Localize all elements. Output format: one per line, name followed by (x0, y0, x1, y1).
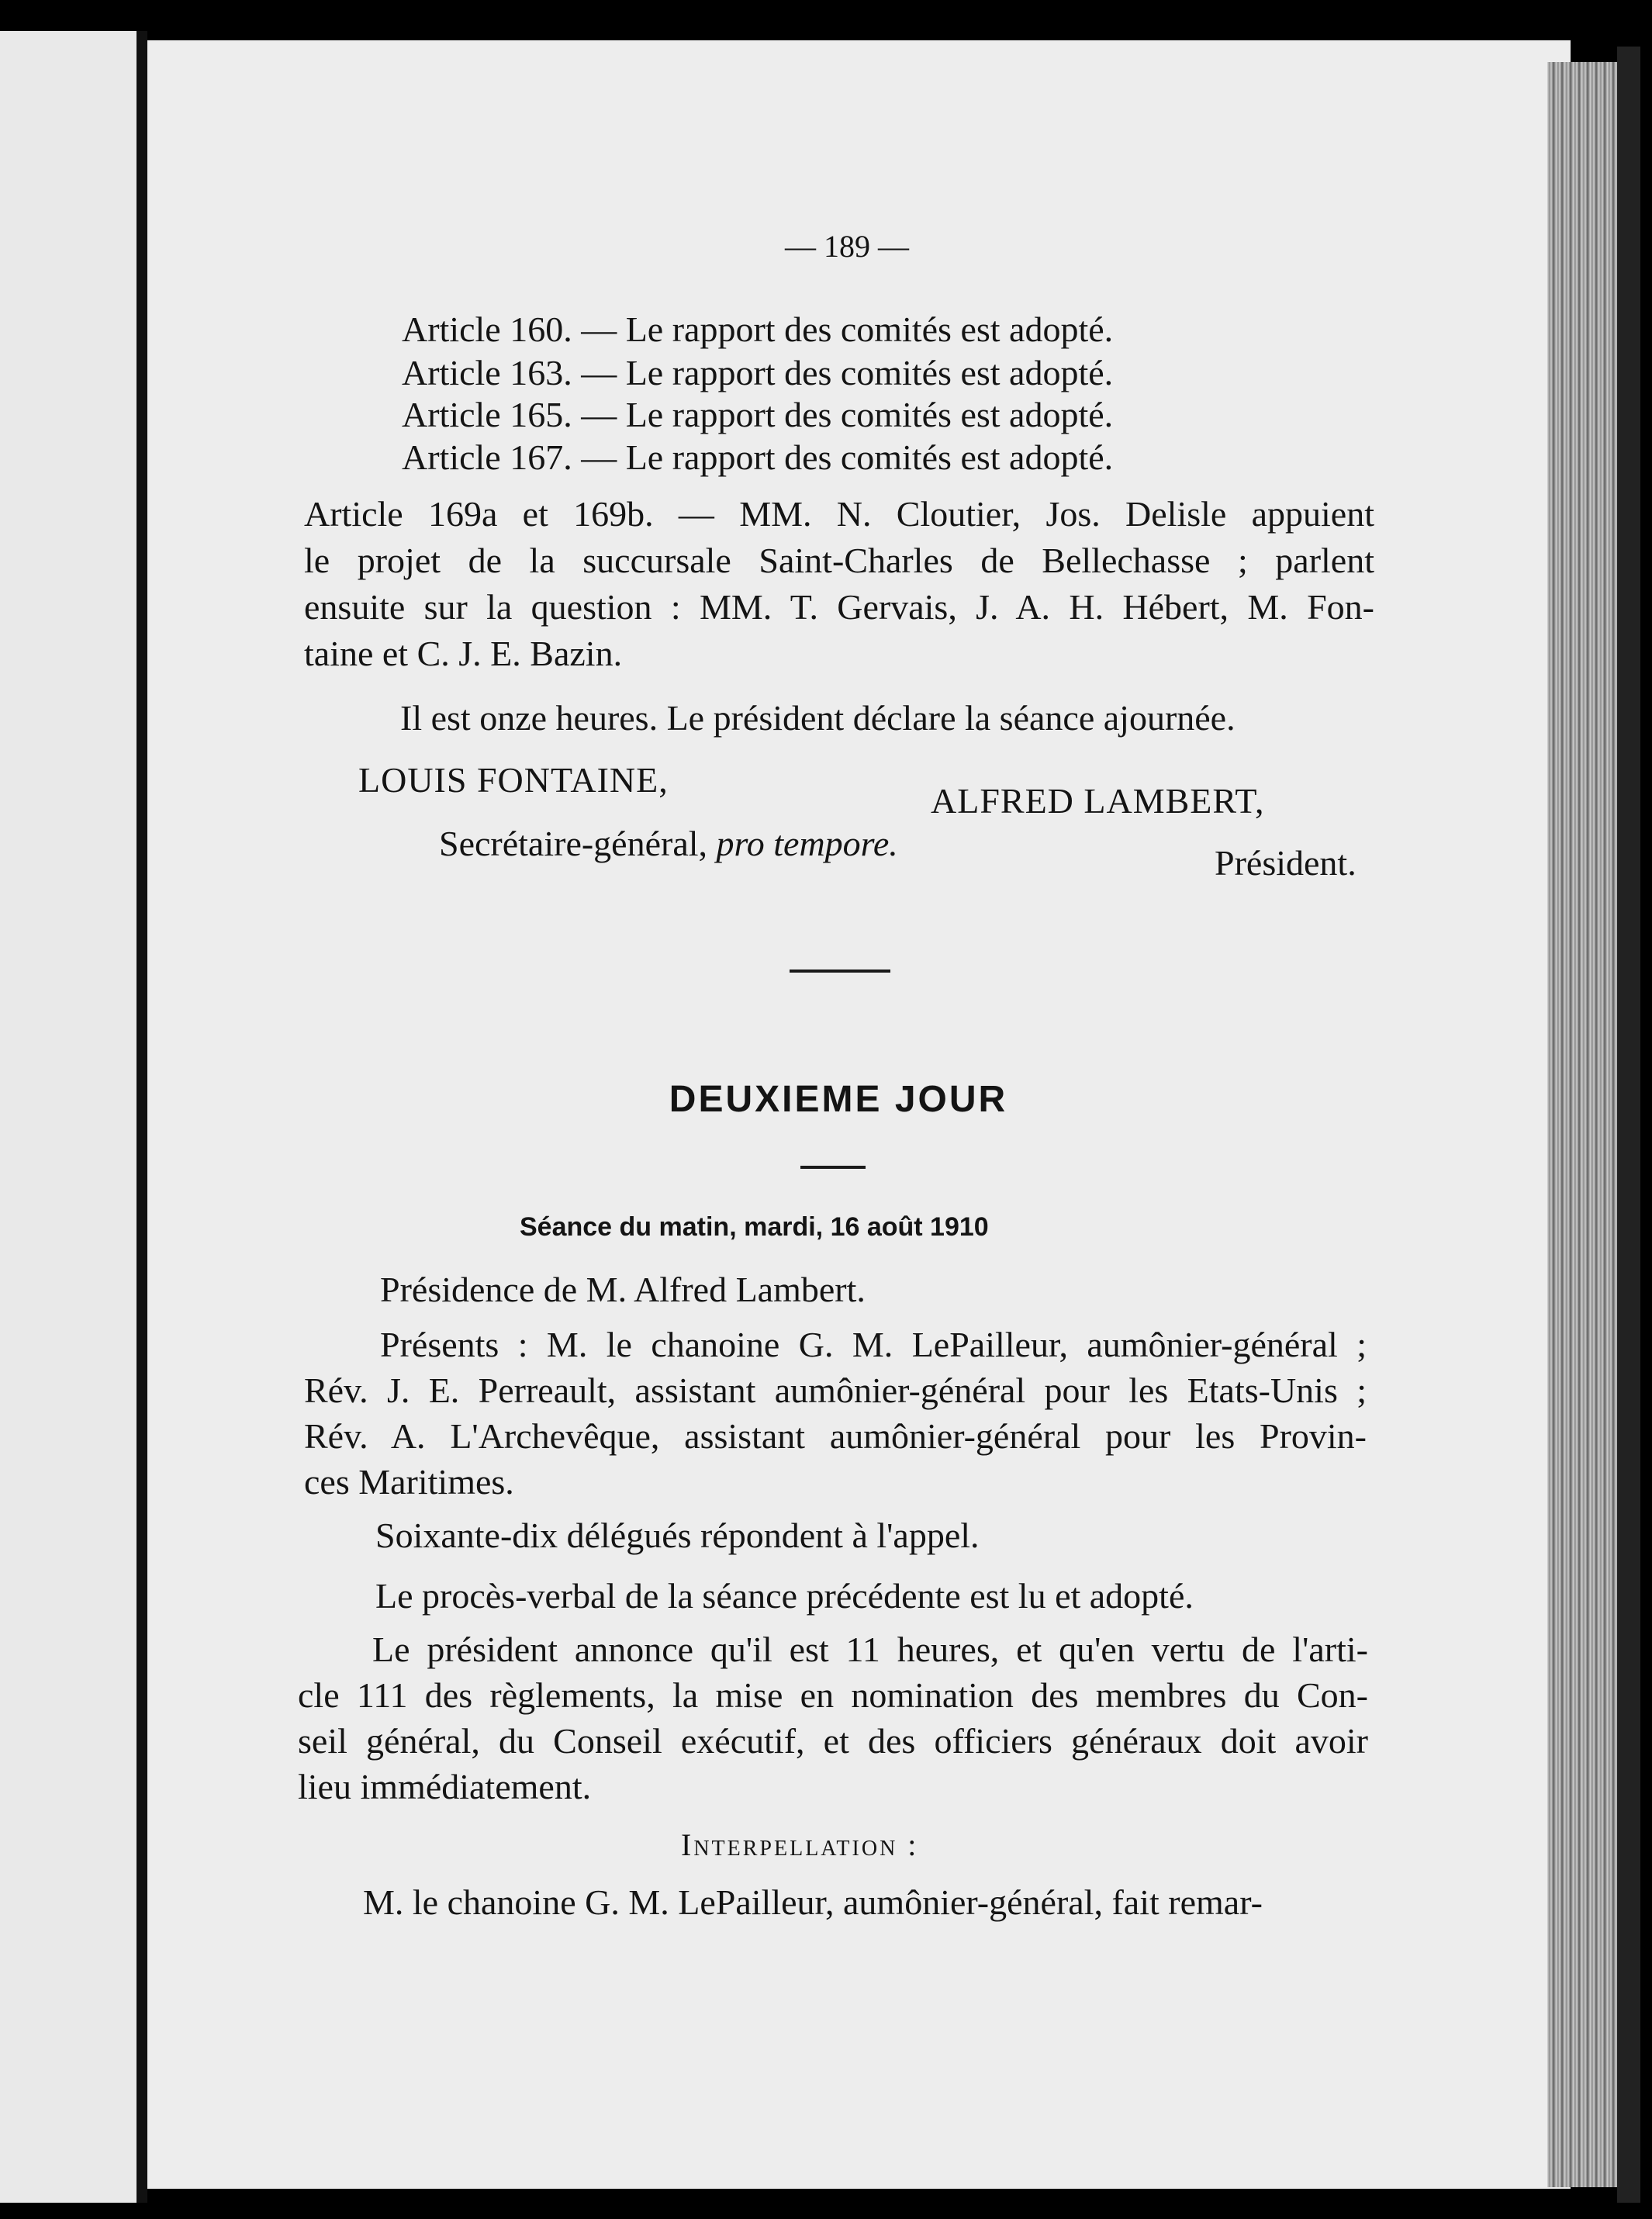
secretary-title-text: Secrétaire-général, (439, 824, 708, 863)
presents-paragraph (304, 1327, 1367, 1510)
roll-call-text: Soixante-dix délégués répondent à l'appel. (375, 1516, 980, 1555)
paragraph-line: ces Maritimes. (304, 1462, 514, 1502)
paragraph-line: Présents : M. le chanoine G. M. LePailleur, aumônier-général ; (380, 1325, 1367, 1364)
minutes-text: Le procès-verbal de la séance précédente est lu et adopté. (375, 1576, 1194, 1616)
final-paragraph-line: M. le chanoine G. M. LePailleur, aumônier-général, fait remar- (363, 1882, 1263, 1922)
article-line: Article 163. — Le rapport des comités est adopté. (402, 353, 1114, 392)
paragraph-line: le projet de la succursale Saint-Charles de Bellechasse ; parlent (304, 541, 1374, 580)
article-line: Article 167. — Le rapport des comités est adopté. (402, 437, 1114, 477)
day-heading: DEUXIEME JOUR (669, 1079, 1008, 1120)
paragraph-line: Rév. A. L'Archevêque, assistant aumônier-général pour les Provin- (304, 1416, 1367, 1456)
announcement-paragraph (298, 1632, 1368, 1815)
paragraph-line: taine et C. J. E. Bazin. (304, 634, 623, 673)
paragraph-line: Rév. J. E. Perreault, assistant aumônier-général pour les Etats-Unis ; (304, 1370, 1367, 1410)
paragraph-line: seil général, du Conseil exécutif, et des officiers généraux doit avoir (298, 1721, 1368, 1761)
presidence-text: Présidence de M. Alfred Lambert. (380, 1270, 866, 1309)
paragraph-line: Article 169a et 169b. — MM. N. Cloutier, Jos. Delisle appuient (304, 494, 1374, 534)
article-line: Article 160. — Le rapport des comités est adopté. (402, 309, 1114, 349)
book-spine (137, 31, 147, 2203)
paragraph-line: Le président annonce qu'il est 11 heures, et qu'en vertu de l'arti- (372, 1630, 1368, 1669)
paragraph-line: ensuite sur la question : MM. T. Gervais, J. A. H. Hébert, M. Fon- (304, 587, 1374, 627)
page-stack-edge (1547, 62, 1625, 2187)
left-page-edge (0, 31, 140, 2203)
pro-tempore-text: pro tempore. (716, 824, 898, 863)
secretary-name: LOUIS FONTAINE, (358, 760, 669, 800)
paragraph-line: cle 111 des règlements, la mise en nomination des membres du Con- (298, 1675, 1368, 1715)
heading-divider (800, 1166, 866, 1169)
page-number: — 189 — (785, 229, 909, 264)
page-edge-shadow (1617, 47, 1640, 2203)
president-name: ALFRED LAMBERT, (931, 781, 1265, 821)
article-169-paragraph (304, 496, 1374, 683)
article-line: Article 165. — Le rapport des comités est adopté. (402, 395, 1114, 434)
adjournment-text: Il est onze heures. Le président déclare la séance ajournée. (400, 698, 1236, 738)
section-divider (790, 970, 890, 973)
session-heading: Séance du matin, mardi, 16 août 1910 (520, 1212, 989, 1242)
president-title: Président. (1215, 843, 1357, 883)
paragraph-line: lieu immédiatement. (298, 1767, 592, 1806)
secretary-title (439, 826, 898, 862)
interpellation-heading: Interpellation : (681, 1827, 919, 1862)
